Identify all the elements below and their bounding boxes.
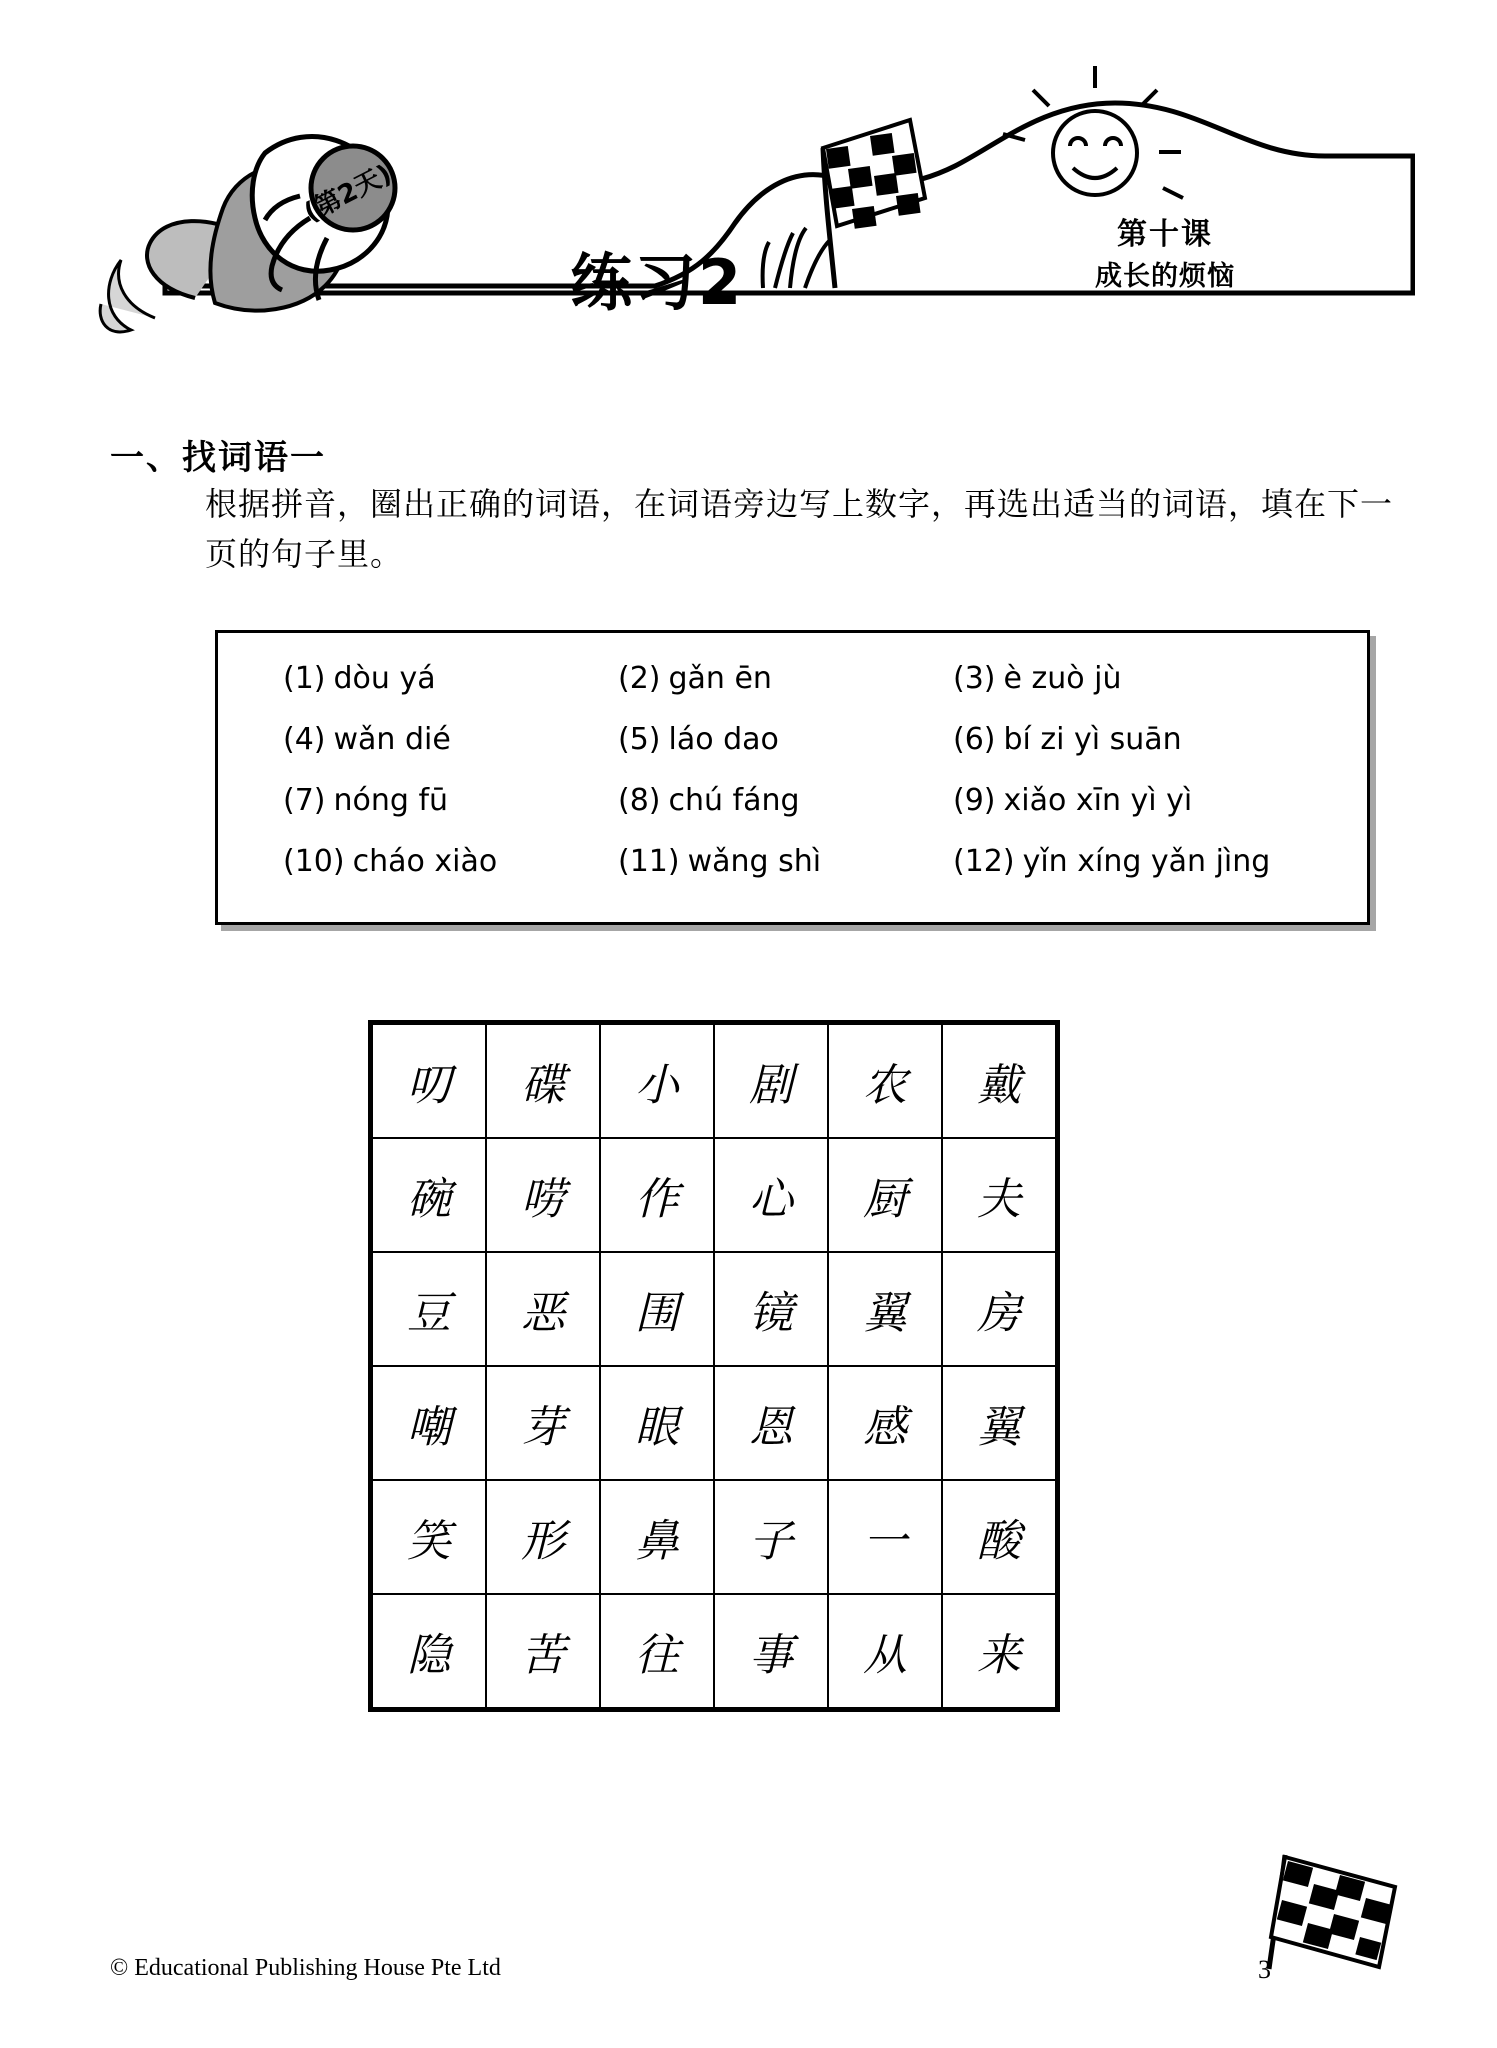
pinyin-item[interactable] [283,661,618,696]
page-number: 3 [1258,1955,1271,1984]
pinyin-text: nóng fū [333,783,449,818]
header-banner [95,48,1415,348]
table-row [371,1480,1058,1594]
pinyin-item[interactable] [953,844,1357,879]
grid-cell[interactable]: 从 [828,1594,942,1710]
pinyin-item[interactable] [953,722,1357,757]
grid-cell[interactable]: 小 [600,1023,714,1139]
grid-cell[interactable]: 戴 [942,1023,1058,1139]
pinyin-list [228,661,1357,879]
grid-cell[interactable]: 形 [486,1480,600,1594]
pinyin-box [215,630,1370,925]
grid-cell[interactable]: 农 [828,1023,942,1139]
pinyin-text: cháo xiào [352,844,498,879]
checkered-flag-icon [1255,1845,1415,1980]
table-row [371,1594,1058,1710]
grid-cell[interactable]: 叨 [371,1023,487,1139]
grid-cell[interactable]: 笑 [371,1480,487,1594]
pinyin-item[interactable] [283,844,618,879]
grid-cell[interactable]: 来 [942,1594,1058,1710]
pinyin-number: (8) [618,783,661,818]
pinyin-text: è zuò jù [1003,661,1122,696]
lesson-number: 第十课 [1117,217,1213,252]
pinyin-item[interactable] [618,722,953,757]
pinyin-text: dòu yá [333,661,436,696]
lesson-name: 成长的烦恼 [1095,260,1235,292]
pinyin-number: (4) [283,722,326,757]
grid-cell[interactable]: 作 [600,1138,714,1252]
grid-cell[interactable]: 唠 [486,1138,600,1252]
pinyin-item[interactable] [283,722,618,757]
pinyin-number: (1) [283,661,326,696]
grid-cell[interactable]: 镜 [714,1252,828,1366]
pinyin-number: (10) [283,844,345,879]
grid-cell[interactable]: 夫 [942,1138,1058,1252]
pinyin-text: bí zi yì suān [1003,722,1182,757]
pinyin-item[interactable] [953,783,1357,818]
pinyin-text: láo dao [668,722,779,757]
pinyin-item[interactable] [618,844,953,879]
pinyin-item[interactable] [618,783,953,818]
pinyin-number: (12) [953,844,1015,879]
pinyin-number: (11) [618,844,680,879]
character-search-grid[interactable] [368,1020,1060,1712]
grid-cell[interactable]: 恶 [486,1252,600,1366]
table-row [371,1138,1058,1252]
grid-cell[interactable]: 酸 [942,1480,1058,1594]
grid-cell[interactable]: 感 [828,1366,942,1480]
grid-cell[interactable]: 隐 [371,1594,487,1710]
pinyin-number: (6) [953,722,996,757]
pinyin-number: (3) [953,661,996,696]
pinyin-number: (2) [618,661,661,696]
grid-cell[interactable]: 芽 [486,1366,600,1480]
lesson-info [1005,213,1325,296]
pinyin-text: xiǎo xīn yì yì [1003,783,1193,818]
grid-cell[interactable]: 心 [714,1138,828,1252]
grid-cell[interactable]: 碗 [371,1138,487,1252]
pinyin-text: wǎng shì [687,844,822,879]
section-heading: 一、找词语一 [110,438,326,478]
grid-cell[interactable]: 翼 [942,1366,1058,1480]
pinyin-text: wǎn dié [333,722,451,757]
day-badge: (第2天) [299,159,397,229]
grid-cell[interactable]: 嘲 [371,1366,487,1480]
pinyin-text: gǎn ēn [668,661,772,696]
pinyin-item[interactable] [283,783,618,818]
grid-cell[interactable]: 事 [714,1594,828,1710]
grid-cell[interactable]: 子 [714,1480,828,1594]
pinyin-number: (9) [953,783,996,818]
pinyin-text: chú fáng [668,783,800,818]
table-row [371,1023,1058,1139]
grid-cell[interactable]: 房 [942,1252,1058,1366]
grid-cell[interactable]: 围 [600,1252,714,1366]
grid-cell[interactable]: 鼻 [600,1480,714,1594]
grid-cell[interactable]: 眼 [600,1366,714,1480]
grid-cell[interactable]: 苦 [486,1594,600,1710]
table-row [371,1252,1058,1366]
page-title: 练习2 [570,246,744,319]
grid-cell[interactable]: 豆 [371,1252,487,1366]
grid-cell[interactable]: 往 [600,1594,714,1710]
grid-cell[interactable]: 翼 [828,1252,942,1366]
pinyin-number: (5) [618,722,661,757]
section-instructions: 根据拼音，圈出正确的词语，在词语旁边写上数字，再选出适当的词语，填在下一页的句子里。 [205,485,1394,573]
grid-cell[interactable]: 一 [828,1480,942,1594]
pinyin-number: (7) [283,783,326,818]
grid-cell[interactable]: 恩 [714,1366,828,1480]
pinyin-item[interactable] [953,661,1357,696]
copyright-notice: © Educational Publishing House Pte Ltd [110,1955,501,1981]
header-banner-art [95,48,1415,348]
pinyin-text: yǐn xíng yǎn jìng [1022,844,1271,879]
grid-cell[interactable]: 碟 [486,1023,600,1139]
table-row [371,1366,1058,1480]
grid-cell[interactable]: 剧 [714,1023,828,1139]
grid-cell[interactable]: 厨 [828,1138,942,1252]
pinyin-item[interactable] [618,661,953,696]
